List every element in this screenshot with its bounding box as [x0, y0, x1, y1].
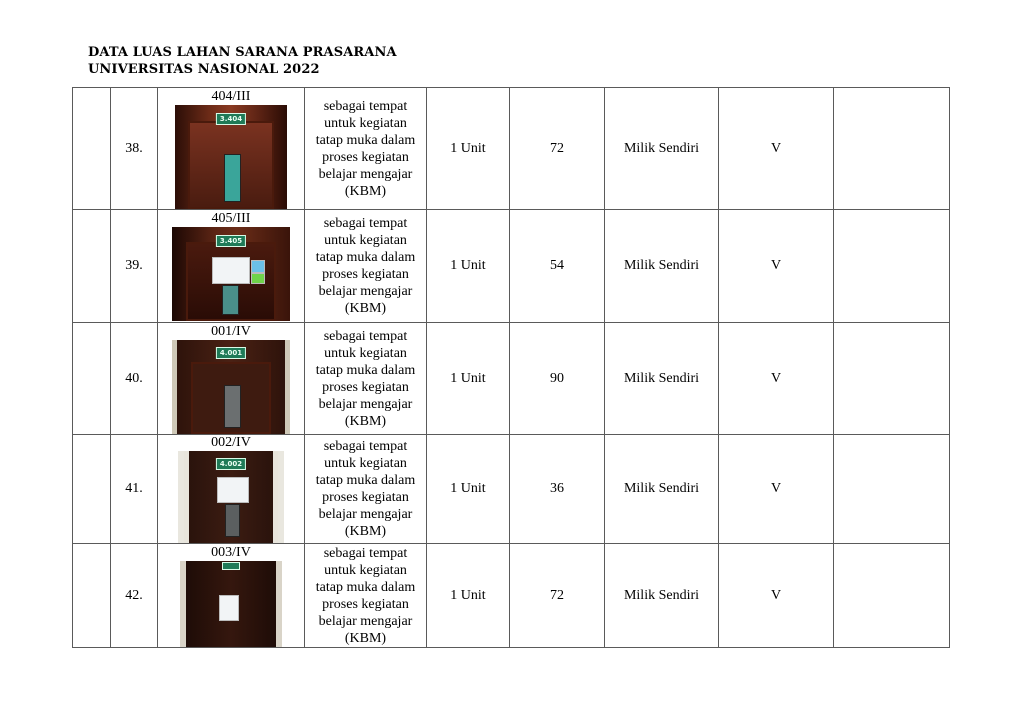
photo-cell: [158, 210, 305, 323]
description-line: (KBM): [344, 630, 387, 646]
document-title: [88, 44, 397, 78]
ownership-cell: Milik Sendiri: [605, 435, 719, 544]
description-line: proses kegiatan: [322, 267, 409, 282]
row-number: 42.: [111, 544, 158, 648]
empty-cell: [73, 435, 111, 544]
photo-cell: [158, 88, 305, 210]
description-line: tatap muka dalam: [315, 362, 416, 378]
empty-cell: [834, 210, 950, 323]
description-line: sebagai tempat: [323, 216, 408, 231]
table-row: [73, 210, 950, 323]
ownership-cell: Milik Sendiri: [605, 323, 719, 435]
empty-cell: [834, 88, 950, 210]
check-cell: V: [719, 210, 834, 323]
title-line-2: UNIVERSITAS NASIONAL 2022: [88, 62, 320, 77]
description-line: proses kegiatan: [322, 490, 409, 505]
unit-cell: 1 Unit: [427, 544, 510, 648]
description-line: tatap muka dalam: [315, 473, 416, 488]
description-line: untuk kegiatan: [324, 233, 407, 248]
room-plate: [222, 562, 240, 570]
description-line: belajar mengajar: [318, 284, 413, 299]
description-line: proses kegiatan: [322, 379, 409, 395]
description-cell: [305, 88, 427, 210]
row-number: 40.: [111, 323, 158, 435]
room-code: 404/III: [211, 88, 251, 104]
row-number: 38.: [111, 88, 158, 210]
description-line: (KBM): [344, 413, 387, 429]
description-line: sebagai tempat: [323, 328, 408, 344]
row-number: 41.: [111, 435, 158, 544]
room-code: 003/IV: [211, 544, 251, 560]
description-cell: [305, 544, 427, 648]
table-row: [73, 435, 950, 544]
table-row: [73, 544, 950, 648]
check-cell: V: [719, 544, 834, 648]
door-photo: [172, 340, 290, 434]
ownership-cell: Milik Sendiri: [605, 544, 719, 648]
room-code: 405/III: [211, 211, 251, 226]
room-plate: 4.002: [216, 458, 246, 470]
empty-cell: [834, 544, 950, 648]
empty-cell: [73, 544, 111, 648]
empty-cell: [834, 435, 950, 544]
description-line: untuk kegiatan: [324, 562, 407, 578]
unit-cell: 1 Unit: [427, 435, 510, 544]
unit-cell: 1 Unit: [427, 210, 510, 323]
empty-cell: [73, 88, 111, 210]
door-photo: [180, 561, 282, 647]
room-code: 002/IV: [211, 435, 251, 450]
room-plate: 4.001: [216, 347, 246, 359]
description-line: (KBM): [344, 183, 387, 199]
ownership-cell: Milik Sendiri: [605, 88, 719, 210]
check-cell: V: [719, 88, 834, 210]
area-cell: 90: [510, 323, 605, 435]
description-line: belajar mengajar: [318, 396, 413, 412]
description-line: belajar mengajar: [318, 613, 413, 629]
description-line: sebagai tempat: [323, 98, 408, 114]
check-cell: V: [719, 323, 834, 435]
area-cell: 36: [510, 435, 605, 544]
empty-cell: [73, 210, 111, 323]
table-row: [73, 323, 950, 435]
description-cell: [305, 210, 427, 323]
description-line: belajar mengajar: [318, 166, 413, 182]
room-plate: 3.404: [216, 113, 246, 125]
room-plate: 3.405: [216, 235, 246, 247]
room-code: 001/IV: [211, 323, 251, 339]
row-number: 39.: [111, 210, 158, 323]
description-cell: [305, 435, 427, 544]
check-cell: V: [719, 435, 834, 544]
description-line: belajar mengajar: [318, 507, 413, 522]
area-cell: 72: [510, 88, 605, 210]
description-line: untuk kegiatan: [324, 115, 407, 131]
area-cell: 72: [510, 544, 605, 648]
empty-cell: [834, 323, 950, 435]
unit-cell: 1 Unit: [427, 323, 510, 435]
title-line-1: DATA LUAS LAHAN SARANA PRASARANA: [88, 45, 397, 60]
ownership-cell: Milik Sendiri: [605, 210, 719, 323]
description-line: untuk kegiatan: [324, 345, 407, 361]
description-line: (KBM): [344, 301, 387, 316]
door-photo: [172, 227, 290, 321]
description-line: proses kegiatan: [322, 149, 409, 165]
empty-cell: [73, 323, 111, 435]
description-line: sebagai tempat: [323, 545, 408, 561]
description-line: tatap muka dalam: [315, 132, 416, 148]
table-row: [73, 88, 950, 210]
unit-cell: 1 Unit: [427, 88, 510, 210]
description-cell: [305, 323, 427, 435]
photo-cell: [158, 544, 305, 648]
description-line: tatap muka dalam: [315, 579, 416, 595]
photo-cell: [158, 435, 305, 544]
description-line: sebagai tempat: [323, 439, 408, 454]
description-line: untuk kegiatan: [324, 456, 407, 471]
photo-cell: [158, 323, 305, 435]
door-photo: [175, 105, 287, 209]
description-line: (KBM): [344, 524, 387, 539]
description-line: proses kegiatan: [322, 596, 409, 612]
door-photo: [178, 451, 284, 543]
facility-table: [72, 87, 950, 648]
area-cell: 54: [510, 210, 605, 323]
description-line: tatap muka dalam: [315, 250, 416, 265]
